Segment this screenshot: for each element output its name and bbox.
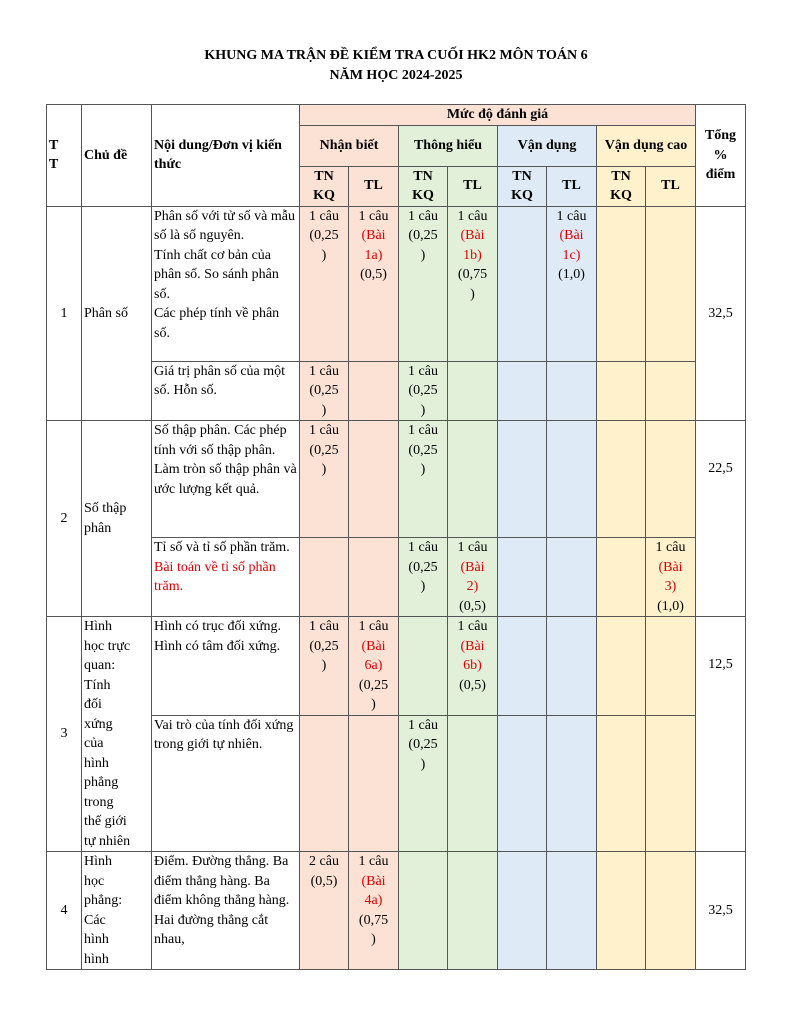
row-3b-vd-tl	[547, 715, 597, 851]
header-vdc-tl: TL	[646, 166, 696, 206]
row-1a-th-tl: 1 câu (Bài 1b) (0,75 )	[448, 206, 498, 361]
row-2-total: 22,5	[696, 421, 746, 617]
row-1a-nb-tl-ref: (Bài 1a)	[361, 228, 386, 263]
row-3a-nb-tl-ref: (Bài 6a)	[361, 638, 386, 673]
assessment-matrix-table	[46, 104, 746, 970]
row-4a-vdc-tnkq	[597, 852, 646, 970]
header-topic: Chủ đề	[82, 105, 152, 207]
row-2b-vdc-tnkq	[597, 538, 646, 617]
row-1b-th-tnkq: 1 câu (0,25 )	[399, 361, 448, 421]
row-2-topic: Số thập phân	[82, 421, 152, 617]
row-2b-th-tl-ref: (Bài 2)	[460, 559, 485, 594]
row-4a-nb-tl-ref: (Bài 4a)	[361, 873, 386, 908]
row-1-total: 32,5	[696, 206, 746, 421]
row-1a-th-tl-ref: (Bài 1b)	[460, 228, 485, 263]
header-van-dung-cao: Vận dụng cao	[597, 125, 696, 166]
header-th-tnkq: TN KQ	[399, 166, 448, 206]
row-1b-content: Giá trị phân số của một số. Hỗn số.	[152, 361, 300, 421]
row-4-total: 32,5	[696, 852, 746, 970]
row-3a-nb-tl: 1 câu (Bài 6a) (0,25 )	[349, 617, 399, 716]
row-2a-th-tl	[448, 421, 498, 538]
row-4a-nb-tnkq: 2 câu (0,5)	[300, 852, 349, 970]
row-3b-vdc-tnkq	[597, 715, 646, 851]
row-3a-vd-tnkq	[498, 617, 547, 716]
row-2-number: 2	[47, 421, 82, 617]
row-1-number: 1	[47, 206, 82, 421]
row-2b-nb-tl	[349, 538, 399, 617]
header-vd-tnkq: TN KQ	[498, 166, 547, 206]
header-content: Nội dung/Đơn vị kiến thức	[152, 105, 300, 207]
row-1a-vd-tnkq	[498, 206, 547, 361]
row-4a-th-tl	[448, 852, 498, 970]
header-total: Tổng % điểm	[696, 105, 746, 207]
row-2a-th-tnkq: 1 câu (0,25 )	[399, 421, 448, 538]
row-2b-vdc-tl: 1 câu (Bài 3) (1,0)	[646, 538, 696, 617]
row-3b-vd-tnkq	[498, 715, 547, 851]
row-1a-th-tnkq: 1 câu (0,25 )	[399, 206, 448, 361]
header-tt: T T	[47, 105, 82, 207]
header-nb-tl: TL	[349, 166, 399, 206]
row-1a-nb-tnkq: 1 câu (0,25 )	[300, 206, 349, 361]
row-1a-content: Phân số với tử số và mẫu số là số nguyên. Tính chất cơ bản của phân số. So sánh phân số. Các phép tính về phân số.	[152, 206, 300, 361]
row-3a-th-tl-ref: (Bài 6b)	[460, 638, 485, 673]
row-1a-vdc-tnkq	[597, 206, 646, 361]
row-2b-content: Tỉ số và tỉ số phần trăm. Bài toán về tỉ số phần trăm.	[152, 538, 300, 617]
row-1b-vdc-tnkq	[597, 361, 646, 421]
row-3b-vdc-tl	[646, 715, 696, 851]
row-4-topic: Hình học phẳng: Các hình hình	[82, 852, 152, 970]
row-1b-vdc-tl	[646, 361, 696, 421]
row-2b-th-tl: 1 câu (Bài 2) (0,5)	[448, 538, 498, 617]
row-2a-vdc-tnkq	[597, 421, 646, 538]
row-1-topic: Phân số	[82, 206, 152, 421]
header-assessment-level: Mức độ đánh giá	[300, 105, 696, 126]
row-4a-nb-tl: 1 câu (Bài 4a) (0,75 )	[349, 852, 399, 970]
row-1a-vd-tl: 1 câu (Bài 1c) (1,0)	[547, 206, 597, 361]
row-3a-content: Hình có trục đối xứng. Hình có tâm đối xứng.	[152, 617, 300, 716]
row-3a-nb-tnkq: 1 câu (0,25 )	[300, 617, 349, 716]
row-3b-content: Vai trò của tính đối xứng trong giới tự nhiên.	[152, 715, 300, 851]
header-van-dung: Vận dụng	[498, 125, 597, 166]
row-2b-vd-tnkq	[498, 538, 547, 617]
header-nb-tnkq: TN KQ	[300, 166, 349, 206]
row-4-number: 4	[47, 852, 82, 970]
row-2b-vd-tl	[547, 538, 597, 617]
row-2a-vd-tl	[547, 421, 597, 538]
row-1b-vd-tnkq	[498, 361, 547, 421]
row-2b-vdc-tl-ref: (Bài 3)	[658, 559, 683, 594]
row-1b-th-tl	[448, 361, 498, 421]
row-4a-th-tnkq	[399, 852, 448, 970]
row-3b-nb-tnkq	[300, 715, 349, 851]
header-vdc-tnkq: TN KQ	[597, 166, 646, 206]
row-3a-vdc-tl	[646, 617, 696, 716]
row-2a-nb-tl	[349, 421, 399, 538]
row-2a-vd-tnkq	[498, 421, 547, 538]
row-4a-vd-tnkq	[498, 852, 547, 970]
row-2b-nb-tnkq	[300, 538, 349, 617]
row-1a-vdc-tl	[646, 206, 696, 361]
row-4a-vdc-tl	[646, 852, 696, 970]
row-2a-vdc-tl	[646, 421, 696, 538]
row-3b-th-tnkq: 1 câu (0,25 )	[399, 715, 448, 851]
row-3a-vdc-tnkq	[597, 617, 646, 716]
row-1a-vd-tl-ref: (Bài 1c)	[559, 228, 584, 263]
header-th-tl: TL	[448, 166, 498, 206]
row-2b-content-highlight: Bài toán về tỉ số phần trăm.	[154, 559, 276, 594]
row-1b-nb-tnkq: 1 câu (0,25 )	[300, 361, 349, 421]
row-2b-th-tnkq: 1 câu (0,25 )	[399, 538, 448, 617]
row-3-topic: Hình học trực quan: Tính đối xứng của hình phẳng trong thế giới tự nhiên	[82, 617, 152, 852]
row-3a-th-tl: 1 câu (Bài 6b) (0,5)	[448, 617, 498, 716]
row-1a-nb-tl: 1 câu (Bài 1a) (0,5)	[349, 206, 399, 361]
row-3-total: 12,5	[696, 617, 746, 852]
row-2a-nb-tnkq: 1 câu (0,25 )	[300, 421, 349, 538]
row-3b-nb-tl	[349, 715, 399, 851]
row-3-number: 3	[47, 617, 82, 852]
row-2a-content: Số thập phân. Các phép tính với số thập phân. Làm tròn số thập phân và ước lượng kết quả.	[152, 421, 300, 538]
row-4a-content: Điểm. Đường thẳng. Ba điểm thẳng hàng. Ba điểm không thẳng hàng. Hai đường thẳng cắt nhau,	[152, 852, 300, 970]
row-4a-vd-tl	[547, 852, 597, 970]
header-thong-hieu: Thông hiểu	[399, 125, 498, 166]
header-nhan-biet: Nhận biết	[300, 125, 399, 166]
document-subtitle: NĂM HỌC 2024-2025	[329, 68, 463, 83]
row-1b-vd-tl	[547, 361, 597, 421]
header-vd-tl: TL	[547, 166, 597, 206]
row-3a-vd-tl	[547, 617, 597, 716]
row-3a-th-tnkq	[399, 617, 448, 716]
row-3b-th-tl	[448, 715, 498, 851]
document-title: KHUNG MA TRẬN ĐỀ KIỂM TRA CUỐI HK2 MÔN TOÁN 6	[204, 48, 588, 63]
row-1b-nb-tl	[349, 361, 399, 421]
